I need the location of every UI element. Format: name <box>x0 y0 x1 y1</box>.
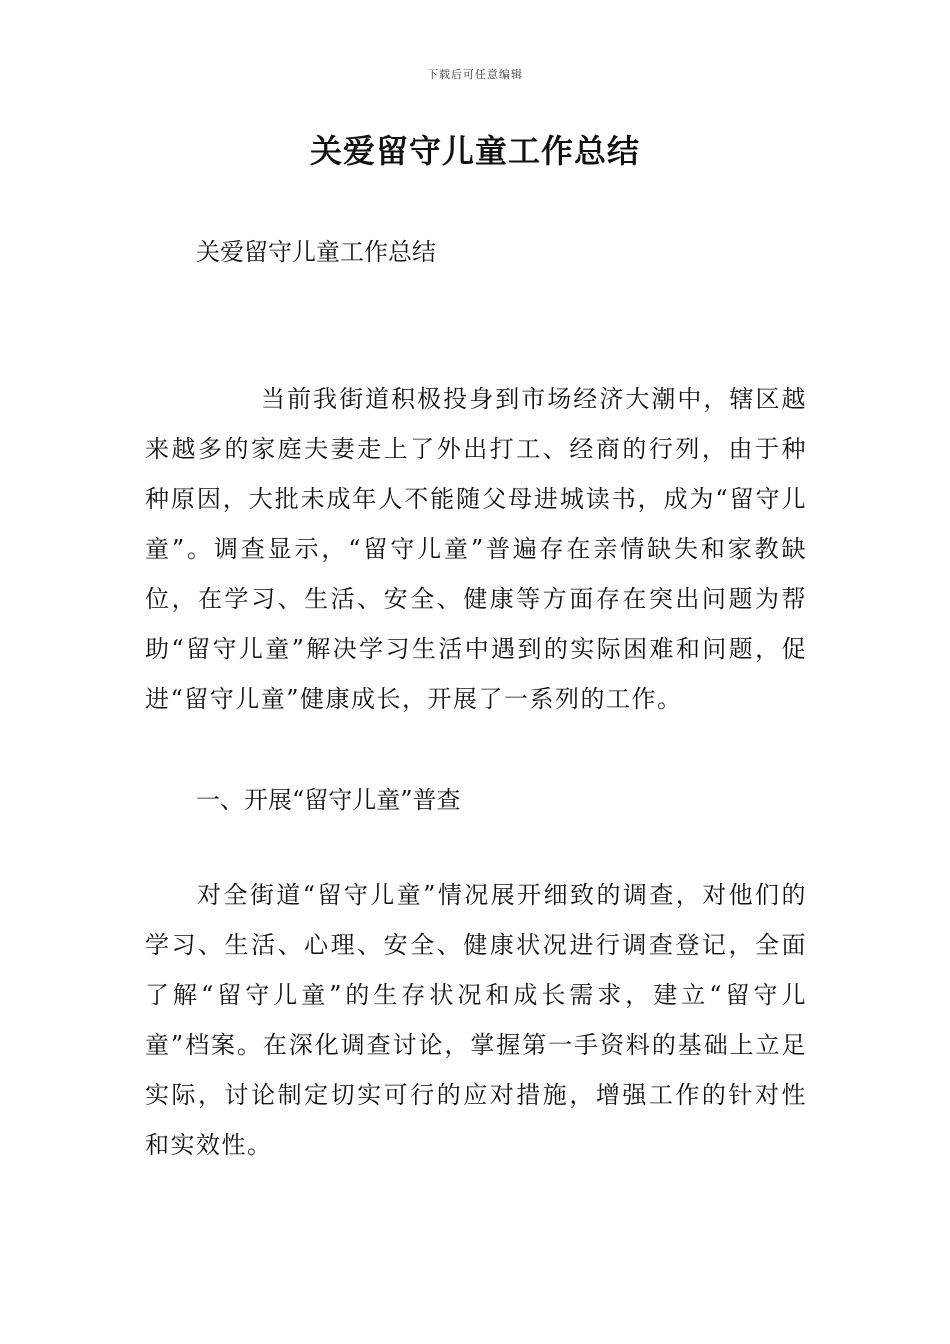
document-subtitle: 关爱留守儿童工作总结 <box>196 238 436 266</box>
header-note: 下载后可任意编辑 <box>427 68 523 81</box>
document-title: 关爱留守儿童工作总结 <box>309 132 640 170</box>
section-heading: 一、开展“留守儿童”普查 <box>196 786 461 814</box>
intro-paragraph: 当前我街道积极投身到市场经济大潮中，辖区越来越多的家庭夫妻走上了外出打工、经商的行列，由于种种原因，大批未成年人不能随父母进城读书，成为“留守儿童”。调查显示，“留守儿童”普遍存在亲情缺失和家教缺位，在学习、生活、安全、健康等方面存在突出问题为帮助“留守儿童”解决学习生活中遇到的实际困难和问题，促进“留守儿童”健康成长，开展了一系列的工作。 <box>145 385 807 713</box>
section-body-paragraph: 对全街道“留守儿童”情况展开细致的调查，对他们的学习、生活、心理、安全、健康状况进行调查登记，全面了解“留守儿童”的生存状况和成长需求，建立“留守儿童”档案。在深化调查讨论，掌握第一手资料的基础上立足实际，讨论制定切实可行的应对措施，增强工作的针对性和实效性。 <box>145 881 807 1159</box>
